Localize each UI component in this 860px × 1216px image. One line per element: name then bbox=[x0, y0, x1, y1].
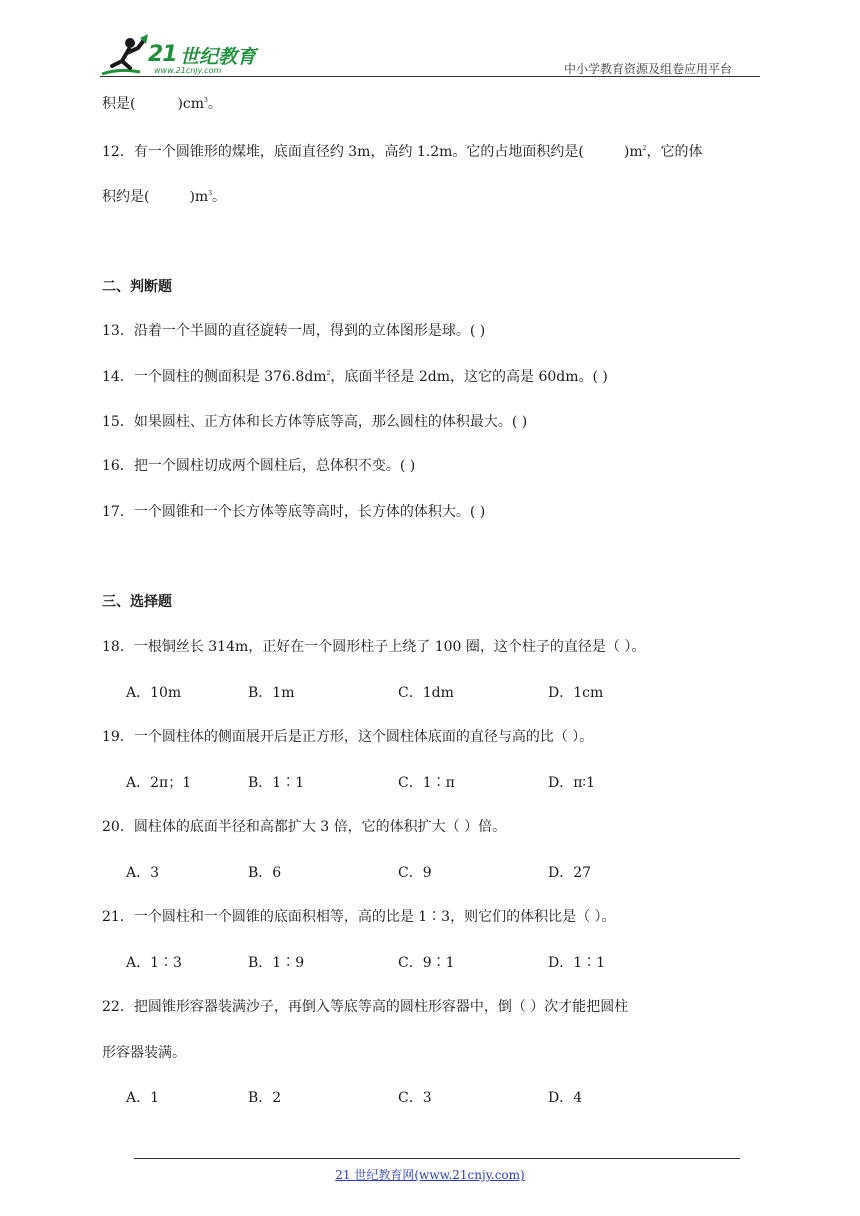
q22-option-c[interactable]: C．3 bbox=[398, 1090, 432, 1106]
q21-option-a[interactable]: A．1∶3 bbox=[126, 955, 182, 971]
question-18: 18．一根铜丝长 314m，正好在一个圆形柱子上绕了 100 圈，这个柱子的直径是（ ）。 bbox=[102, 639, 646, 655]
q12-exp1: 2 bbox=[642, 145, 647, 152]
site-logo bbox=[100, 34, 270, 80]
question-19: 19．一个圆柱体的侧面展开后是正方形，这个圆柱体底面的直径与高的比（ ）。 bbox=[102, 729, 594, 745]
q14-exp: 2 bbox=[326, 370, 331, 377]
q12-text-e: )m bbox=[189, 189, 209, 205]
q12-text-f: 。 bbox=[212, 189, 227, 205]
logo-text: 世纪教育 bbox=[180, 46, 257, 68]
q12-text-c: ，它的体 bbox=[646, 144, 703, 160]
q19-option-c[interactable]: C．1∶π bbox=[398, 775, 455, 791]
question-21: 21．一个圆柱和一个圆锥的底面积相等，高的比是 1∶3，则它们的体积比是（ ）。 bbox=[102, 909, 616, 925]
q11-tail bbox=[102, 93, 764, 113]
logo-url: www.21cnjy.com bbox=[154, 66, 222, 75]
q12-exp2: 3 bbox=[208, 190, 213, 197]
footer-divider bbox=[134, 1158, 740, 1159]
logo-number: 21 bbox=[148, 42, 177, 67]
q18-option-d[interactable]: D．1cm bbox=[548, 685, 604, 701]
q14-text-b: ，底面半径是 2dm，这它的高是 60dm。( ) bbox=[330, 369, 608, 385]
q12-text-a: 12．有一个圆锥形的煤堆，底面直径约 3m，高约 1.2m。它的占地面积约是( bbox=[102, 144, 584, 160]
q18-option-a[interactable]: A．10m bbox=[126, 685, 182, 701]
q11-tail-end: 。 bbox=[207, 96, 222, 112]
q22-option-b[interactable]: B．2 bbox=[248, 1090, 282, 1106]
q12-text-b: )m bbox=[623, 144, 643, 160]
q11-tail-b: )cm bbox=[177, 96, 205, 112]
q21-option-d[interactable]: D．1∶1 bbox=[548, 955, 606, 971]
q12-text-d: 积约是( bbox=[102, 189, 150, 205]
q19-option-d[interactable]: D．π∶1 bbox=[548, 775, 595, 791]
q19-option-b[interactable]: B．1∶1 bbox=[248, 775, 305, 791]
q20-option-c[interactable]: C．9 bbox=[398, 865, 432, 881]
question-20: 20．圆柱体的底面半径和高都扩大 3 倍，它的体积扩大（ ）倍。 bbox=[102, 819, 507, 835]
q19-option-a[interactable]: A．2π；1 bbox=[126, 775, 192, 791]
question-14 bbox=[102, 366, 764, 386]
q18-option-c[interactable]: C．1dm bbox=[398, 685, 454, 701]
q11-tail-a: 积是( bbox=[102, 96, 136, 112]
q20-option-d[interactable]: D．27 bbox=[548, 865, 592, 881]
header-divider bbox=[100, 76, 760, 77]
question-17: 17．一个圆锥和一个长方体等底等高时，长方体的体积大。( ) bbox=[102, 504, 486, 520]
q14-text-a: 14．一个圆柱的侧面积是 376.8dm bbox=[102, 369, 327, 385]
q21-option-c[interactable]: C．9∶1 bbox=[398, 955, 455, 971]
footer-link[interactable]: 21 世纪教育网(www.21cnjy.com) bbox=[335, 1168, 525, 1182]
platform-name: 中小学教育资源及组卷应用平台 bbox=[563, 62, 732, 76]
runner-logo-icon bbox=[100, 34, 150, 80]
q20-option-a[interactable]: A．3 bbox=[126, 865, 160, 881]
question-13: 13．沿着一个半圆的直径旋转一周，得到的立体图形是球。( ) bbox=[102, 323, 486, 339]
question-22-cont: 形容器装满。 bbox=[102, 1045, 186, 1061]
section-2-title: 二、判断题 bbox=[102, 279, 172, 295]
q22-option-a[interactable]: A．1 bbox=[126, 1090, 160, 1106]
q18-option-b[interactable]: B．1m bbox=[248, 685, 295, 701]
question-15: 15．如果圆柱、正方体和长方体等底等高，那么圆柱的体积最大。( ) bbox=[102, 414, 528, 430]
q21-option-b[interactable]: B．1∶9 bbox=[248, 955, 305, 971]
q20-option-b[interactable]: B．6 bbox=[248, 865, 282, 881]
question-12 bbox=[102, 141, 764, 161]
section-3-title: 三、选择题 bbox=[102, 594, 172, 610]
q11-tail-exp: 3 bbox=[204, 97, 208, 104]
question-12-cont bbox=[102, 186, 764, 206]
question-16: 16．把一个圆柱切成两个圆柱后，总体积不变。( ) bbox=[102, 458, 416, 474]
question-22: 22．把圆锥形容器装满沙子，再倒入等底等高的圆柱形容器中，倒（ ）次才能把圆柱 bbox=[102, 999, 629, 1015]
q22-option-d[interactable]: D．4 bbox=[548, 1090, 583, 1106]
